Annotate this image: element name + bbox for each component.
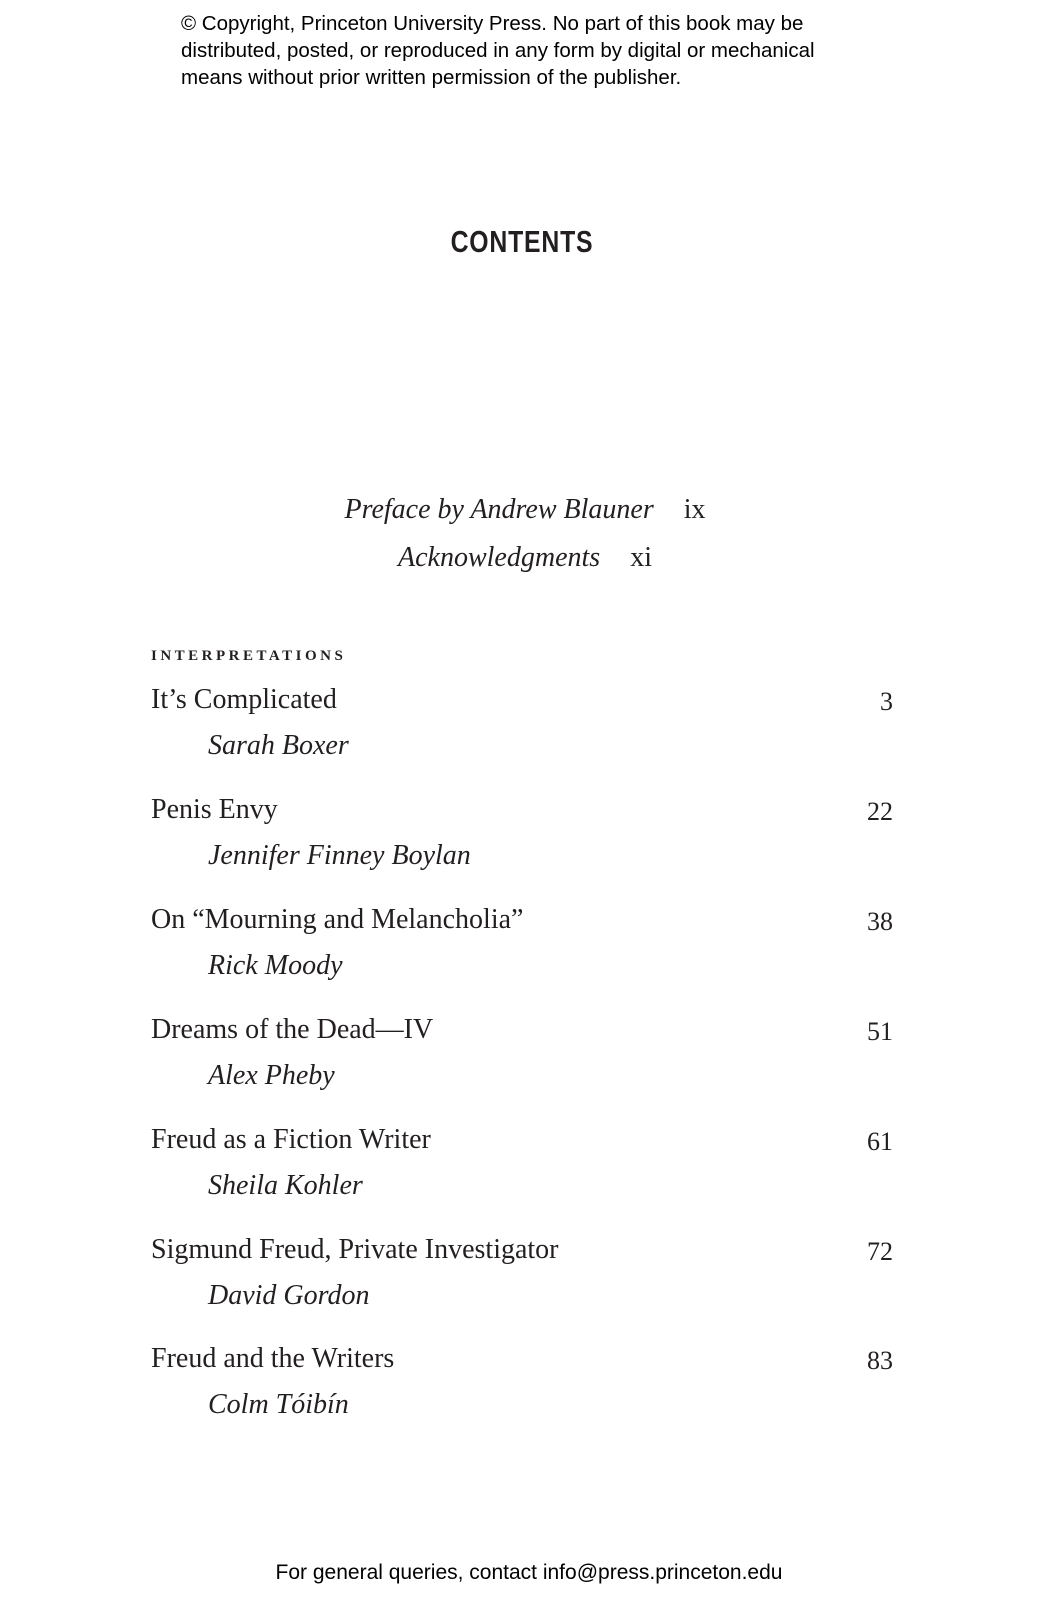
entry-page: 72 — [867, 1237, 893, 1266]
copyright-notice — [181, 10, 901, 91]
front-matter-title: Acknowledgments — [398, 542, 601, 573]
entry-title: On “Mourning and Melancholia” — [151, 904, 524, 935]
entry-page: 61 — [867, 1127, 893, 1156]
entry-page: 3 — [880, 687, 893, 716]
page-title: CONTENTS — [450, 224, 594, 259]
front-matter-title: Preface by Andrew Blauner — [344, 494, 654, 525]
entry-author: Rick Moody — [208, 950, 343, 981]
front-matter-page: xi — [630, 542, 652, 573]
entry-title: Freud as a Fiction Writer — [151, 1124, 431, 1155]
toc-entry[interactable] — [151, 793, 893, 893]
entry-title: Dreams of the Dead—IV — [151, 1014, 434, 1045]
copyright-line: distributed, posted, or reproduced in any form by digital or mechanical — [181, 39, 815, 62]
entry-author: Sarah Boxer — [208, 730, 349, 761]
front-matter-preface[interactable] — [0, 493, 1050, 527]
toc-entry[interactable] — [151, 1123, 893, 1223]
entry-page: 38 — [867, 907, 893, 936]
entry-author: Colm Tóibín — [208, 1389, 349, 1420]
entry-page: 83 — [867, 1346, 893, 1375]
entry-title: Freud and the Writers — [151, 1343, 395, 1374]
copyright-line: © Copyright, Princeton University Press. No part of this book may be — [181, 12, 804, 35]
toc-entry[interactable] — [151, 1013, 893, 1113]
toc-entry[interactable] — [151, 903, 893, 1003]
entry-title: It’s Complicated — [151, 684, 337, 715]
entry-page: 51 — [867, 1017, 893, 1046]
section-heading: interpretations — [151, 640, 347, 665]
footer-contact: For general queries, contact info@press.princeton.edu — [275, 1561, 783, 1584]
entry-title: Penis Envy — [151, 794, 278, 825]
entry-author: Sheila Kohler — [208, 1170, 363, 1201]
front-matter-page: ix — [683, 494, 706, 525]
copyright-line: means without prior written permission of the publisher. — [181, 66, 682, 89]
entry-page: 22 — [867, 797, 893, 826]
toc-entry[interactable] — [151, 1233, 893, 1333]
front-matter-acknowledgments[interactable] — [0, 541, 1050, 575]
toc-entry[interactable] — [151, 683, 893, 783]
entry-title: Sigmund Freud, Private Investigator — [151, 1234, 559, 1265]
entry-author: Jennifer Finney Boylan — [208, 840, 471, 871]
entry-author: David Gordon — [208, 1280, 370, 1311]
toc-entry[interactable] — [151, 1342, 893, 1442]
entry-author: Alex Pheby — [208, 1060, 335, 1091]
